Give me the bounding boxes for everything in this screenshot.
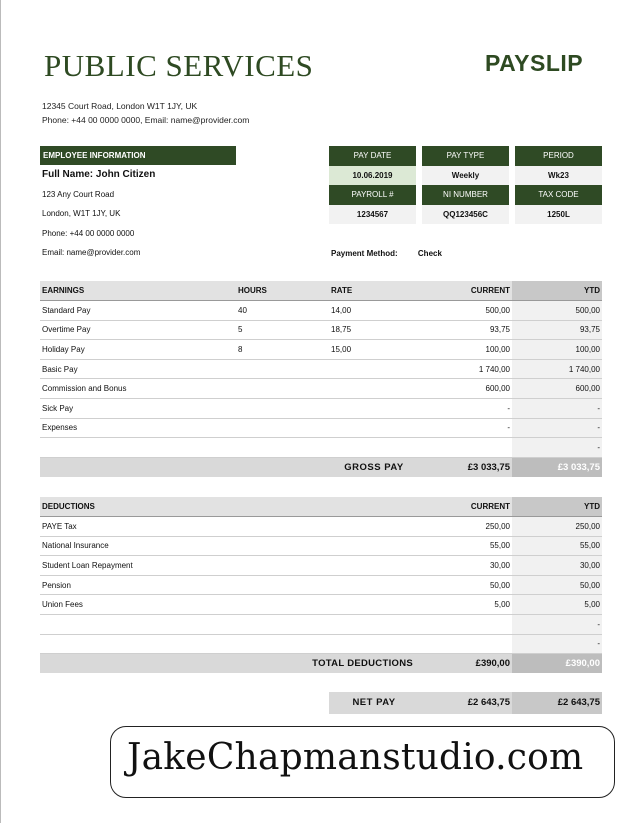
payment-method — [331, 249, 442, 258]
earning-name: Sick Pay — [40, 399, 236, 419]
payroll-header-row — [329, 185, 602, 205]
deduction-ytd: 50,00 — [512, 575, 602, 595]
table-row — [40, 517, 602, 537]
deduction-ytd: 55,00 — [512, 536, 602, 556]
deduction-ytd: - — [512, 615, 602, 635]
earnings-col-header: EARNINGS — [40, 281, 236, 301]
earning-name: Commission and Bonus — [40, 379, 236, 399]
earning-current: - — [419, 418, 512, 438]
total-deductions-label: TOTAL DEDUCTIONS — [236, 654, 419, 674]
employee-phone: Phone: +44 00 0000 0000 — [42, 228, 135, 238]
ni-number-header: NI NUMBER — [422, 185, 509, 205]
doc-title: PAYSLIP — [485, 50, 584, 76]
total-deductions-current: £390,00 — [419, 654, 512, 674]
earning-ytd: - — [512, 418, 602, 438]
table-row — [40, 379, 602, 399]
ytd-col-header: YTD — [512, 281, 602, 301]
tax-code-header: TAX CODE — [515, 185, 602, 205]
earning-rate — [329, 399, 419, 419]
earnings-header-row — [40, 281, 602, 301]
deduction-current: 50,00 — [419, 575, 512, 595]
earning-ytd: 100,00 — [512, 340, 602, 360]
period-value: Wk23 — [515, 166, 602, 186]
earning-rate — [329, 438, 419, 458]
ni-number-value: QQ123456C — [422, 205, 509, 225]
pay-info-value-row — [329, 166, 602, 186]
earning-name — [40, 438, 236, 458]
deduction-current — [419, 615, 512, 635]
table-row — [40, 301, 602, 321]
deduction-ytd: 5,00 — [512, 595, 602, 615]
earning-name: Overtime Pay — [40, 320, 236, 340]
payroll-value-row — [329, 205, 602, 225]
deductions-table — [40, 497, 602, 673]
earning-current: 1 740,00 — [419, 359, 512, 379]
table-row — [40, 320, 602, 340]
earning-current: 500,00 — [419, 301, 512, 321]
earning-hours: 8 — [236, 340, 329, 360]
ytd-col-header: YTD — [512, 497, 602, 517]
table-row — [40, 575, 602, 595]
deductions-header-row — [40, 497, 602, 517]
employee-email: Email: name@provider.com — [42, 248, 141, 258]
earning-hours — [236, 359, 329, 379]
total-deductions-row — [40, 654, 602, 674]
employee-information — [40, 146, 236, 263]
table-row — [40, 536, 602, 556]
rate-col-header: RATE — [329, 281, 419, 301]
earning-name: Basic Pay — [40, 359, 236, 379]
deduction-name: Union Fees — [40, 595, 236, 615]
earning-name: Holiday Pay — [40, 340, 236, 360]
table-row — [40, 340, 602, 360]
deduction-current: 250,00 — [419, 517, 512, 537]
table-row — [40, 615, 602, 635]
tax-code-value: 1250L — [515, 205, 602, 225]
deduction-name: Student Loan Repayment — [40, 556, 236, 576]
org-address-block — [42, 99, 249, 127]
employee-info-header: EMPLOYEE INFORMATION — [40, 146, 236, 165]
deduction-name: National Insurance — [40, 536, 236, 556]
earning-rate — [329, 379, 419, 399]
earnings-table — [40, 281, 602, 477]
earning-hours — [236, 418, 329, 438]
pay-type-header: PAY TYPE — [422, 146, 509, 166]
earning-current: 93,75 — [419, 320, 512, 340]
period-header: PERIOD — [515, 146, 602, 166]
earning-ytd: 1 740,00 — [512, 359, 602, 379]
pay-type-value: Weekly — [422, 166, 509, 186]
payment-method-value: Check — [417, 249, 442, 258]
table-row — [40, 399, 602, 419]
earning-ytd: - — [512, 438, 602, 458]
table-row — [40, 595, 602, 615]
deduction-ytd: 30,00 — [512, 556, 602, 576]
deduction-current: 55,00 — [419, 536, 512, 556]
table-row — [40, 556, 602, 576]
pay-date-header: PAY DATE — [329, 146, 416, 166]
earning-hours — [236, 438, 329, 458]
gross-pay-label: GROSS PAY — [329, 457, 419, 477]
total-deductions-ytd: £390,00 — [512, 654, 602, 674]
earning-rate — [329, 418, 419, 438]
deduction-current: 5,00 — [419, 595, 512, 615]
deduction-name: PAYE Tax — [40, 517, 236, 537]
earning-hours — [236, 379, 329, 399]
deduction-ytd: - — [512, 634, 602, 654]
earning-rate: 18,75 — [329, 320, 419, 340]
payroll-value: 1234567 — [329, 205, 416, 225]
table-row — [40, 438, 602, 458]
table-row — [40, 634, 602, 654]
earning-current: 600,00 — [419, 379, 512, 399]
deduction-name — [40, 615, 236, 635]
gross-pay-row — [40, 457, 602, 477]
gross-pay-current: £3 033,75 — [419, 457, 512, 477]
earning-hours: 5 — [236, 320, 329, 340]
earning-rate — [329, 359, 419, 379]
deductions-col-header: DEDUCTIONS — [40, 497, 236, 517]
earning-name: Standard Pay — [40, 301, 236, 321]
earning-name: Expenses — [40, 418, 236, 438]
earning-current: 100,00 — [419, 340, 512, 360]
deduction-name — [40, 634, 236, 654]
earning-ytd: 93,75 — [512, 320, 602, 340]
payment-method-label: Payment Method: — [331, 249, 398, 258]
net-pay-row — [329, 692, 602, 714]
pay-date-value: 10.06.2019 — [329, 166, 416, 186]
earning-ytd: 500,00 — [512, 301, 602, 321]
earning-rate: 15,00 — [329, 340, 419, 360]
org-title: PUBLIC SERVICES — [44, 48, 314, 83]
current-col-header: CURRENT — [419, 497, 512, 517]
employee-full-name: Full Name: John Citizen — [42, 169, 156, 180]
deduction-current — [419, 634, 512, 654]
watermark-text: JakeChapmanstudio.com — [127, 737, 584, 778]
pay-info-grid — [329, 146, 602, 224]
earning-ytd: 600,00 — [512, 379, 602, 399]
org-address: 12345 Court Road, London W1T 1JY, UK — [42, 101, 198, 111]
earning-hours: 40 — [236, 301, 329, 321]
earning-hours — [236, 399, 329, 419]
net-pay-ytd: £2 643,75 — [512, 692, 602, 714]
table-row — [40, 418, 602, 438]
deduction-ytd: 250,00 — [512, 517, 602, 537]
net-pay-label: NET PAY — [329, 692, 419, 714]
deduction-current: 30,00 — [419, 556, 512, 576]
employee-street: 123 Any Court Road — [42, 189, 115, 199]
earning-rate: 14,00 — [329, 301, 419, 321]
earning-ytd: - — [512, 399, 602, 419]
payroll-header: PAYROLL # — [329, 185, 416, 205]
org-contact: Phone: +44 00 0000 0000, Email: name@provider.com — [42, 115, 250, 125]
earning-current — [419, 438, 512, 458]
net-pay-current: £2 643,75 — [419, 692, 512, 714]
pay-info-header-row — [329, 146, 602, 166]
watermark-banner — [110, 726, 615, 798]
table-row — [40, 359, 602, 379]
gross-pay-ytd: £3 033,75 — [512, 457, 602, 477]
employee-city: London, W1T 1JY, UK — [42, 209, 121, 219]
hours-col-header: HOURS — [236, 281, 329, 301]
earning-current: - — [419, 399, 512, 419]
current-col-header: CURRENT — [419, 281, 512, 301]
deduction-name: Pension — [40, 575, 236, 595]
